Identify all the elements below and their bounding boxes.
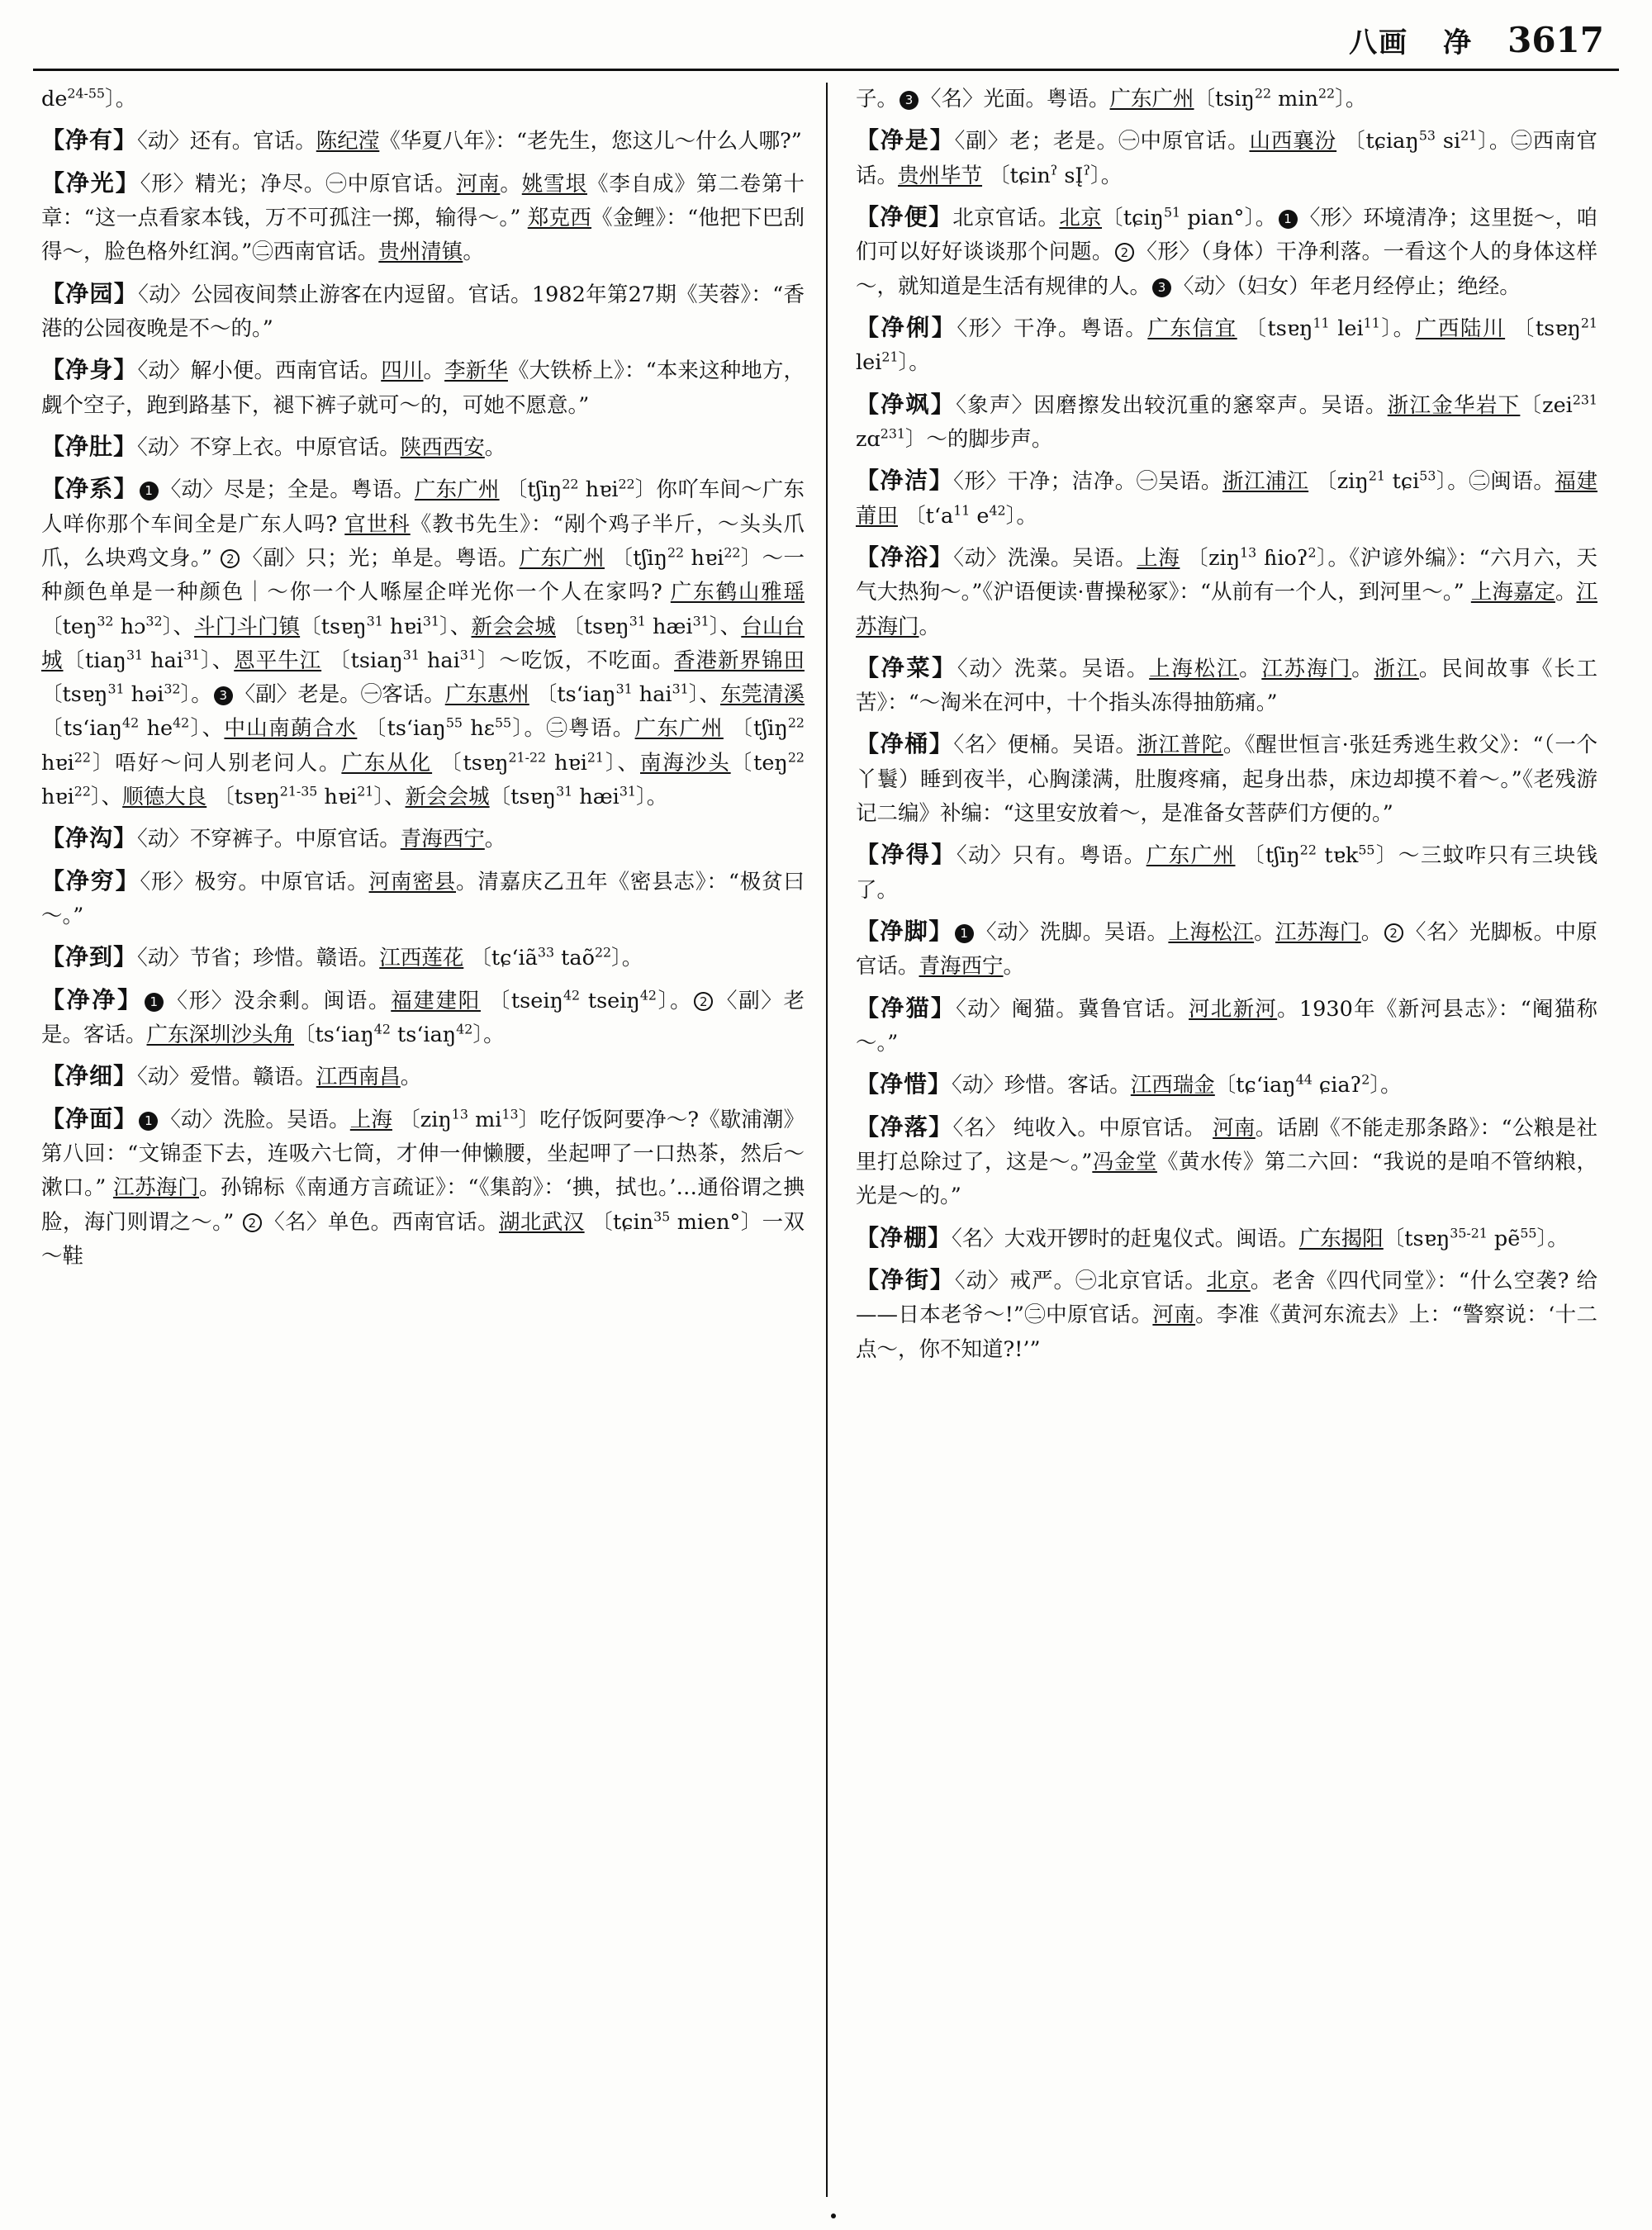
entry-headword: 【净系】 <box>41 475 138 503</box>
dictionary-entry <box>41 819 805 856</box>
entry-headword: 【净面】 <box>41 1104 138 1132</box>
carryover-text: 子。 3 〈名〉光面。粤语。广东广州〔tsiŋ$^{22}$ $\min^{22}$〕。 <box>856 85 1367 112</box>
dictionary-entry <box>41 121 805 159</box>
entry-body: 〈象声〉因磨擦发出较沉重的窸窣声。吴语。浙江金华岩下〔zei$^{231}$ zɑ$^{231}$〕～的脚步声。 <box>856 391 1597 452</box>
dictionary-entry <box>856 1261 1597 1367</box>
entry-body: 1 〈动〉尽是；全是。粤语。广东广州 〔tʃiŋ$^{22}$ hɐi$^{22}$〕你吖车间～广东人咩你那个车间全是广东人吗? 官世科《教书先生》：“剐个鸡子半斤，～头头爪爪，么块鸡文身。” 2 〈副〉只；光；单是。粤语。广东广州 〔tʃiŋ$^{22}$ hɐi$^{22}$〕～一种颜色单是一种颜色｜～你一个人喺屋企咩光你一个人在家吗? 广东鹤山雅瑶 〔teŋ$^{32}$ hɔ$^{32}$〕、斗门斗门镇〔tsɐŋ$^{31}$ hɐi$^{31}$〕、新会会城 〔tsɐŋ$^{31}$ hæi$^{31}$〕、台山台城〔tiaŋ$^{31}$ hai$^{31}$〕、恩平牛江 〔tsiaŋ$^{31}$ hai$^{31}$〕～吃饭，不吃面。香港新界锦田〔tsɐŋ$^{31}$ həi$^{32}$〕。 3 〈副〉老是。㊀客话。广东惠州 〔tsʻiaŋ$^{31}$ hai$^{31}$〕、东莞清溪〔tsʻiaŋ$^{42}$ $he^{42}$〕、中山南蓢合水 〔tsʻiaŋ$^{55}$ hɛ$^{55}$〕。㊁粤语。广东广州 〔tʃiŋ$^{22}$ hɐi$^{22}$〕唔好～问人别老问人。广东从化 〔tsɐŋ$^{21-22}$ hɐi$^{21}$〕、南海沙头〔teŋ$^{22}$ hɐi$^{22}$〕、顺德大良 〔tsɐŋ$^{21-35}$ hɐi$^{21}$〕、新会会城〔tsɐŋ$^{31}$ hæi$^{31}$〕。 <box>41 476 805 810</box>
dictionary-entry <box>856 725 1597 831</box>
entry-headword: 【净细】 <box>41 1062 138 1090</box>
dictionary-entry <box>41 428 805 465</box>
entry-headword: 【净得】 <box>856 841 957 869</box>
header-rule <box>33 69 1619 71</box>
entry-headword: 【净净】 <box>41 985 143 1013</box>
running-head-char: 净 <box>1443 26 1474 59</box>
footer-dot <box>831 2213 836 2218</box>
entry-body: 〈名〉大戏开锣时的赶鬼仪式。闽语。广东揭阳〔tsɐŋ$^{35-21}$ pẽ$^{55}$〕。 <box>952 1225 1569 1251</box>
dictionary-entry <box>856 462 1597 534</box>
dictionary-entry <box>856 539 1597 644</box>
entry-body: 〈动〉爱惜。赣语。江西南昌。 <box>137 1065 422 1090</box>
dictionary-entry <box>41 351 805 423</box>
entry-body: 〈名〉便桶。吴语。浙江普陀。《醒世恒言·张廷秀逃生救父》：“（一个丫鬟）睡到夜半，心胸漾满，肚腹疼痛，起身出恭，床边却摸不着～。”《老残游记二编》补编：“这里安放着～，是准备女菩萨们方便的。” <box>856 733 1597 827</box>
entry-body: 〈动〉不穿裤子。中原官话。青海西宁。 <box>137 827 506 852</box>
running-head <box>33 20 1619 60</box>
dictionary-entry <box>856 121 1597 193</box>
entry-headword: 【净浴】 <box>856 543 954 571</box>
entry-body: 〈形〉极穷。中原官话。河南密县。清嘉庆乙丑年《密县志》：“极贫曰～。” <box>41 869 805 929</box>
dictionary-entry <box>856 649 1597 721</box>
entry-headword: 【净街】 <box>856 1266 955 1294</box>
entry-body: 北京官话。北京〔tɕiŋ$^{51}$ pian°〕。 1 〈形〉环境清净；这里挺～，咱们可以好好谈谈那个问题。 2 〈形〉（身体）干净利落。一看这个人的身体这样～，就知道是生活有规律的人。 3 〈动〉（妇女）年老月经停止；绝经。 <box>856 204 1597 299</box>
entry-headword: 【净沟】 <box>41 824 138 852</box>
dictionary-entry <box>41 164 805 270</box>
entry-body: 〈名〉 纯收入。中原官话。 河南。话剧《不能走那条路》：“公粮是社里打总除过了，这是～。”冯金堂《黄水传》第二六回：“我说的是咱不管纳粮，光是～的。” <box>856 1115 1597 1209</box>
dictionary-entry <box>856 198 1597 304</box>
entry-headword: 【净脚】 <box>856 918 953 946</box>
entry-body: 〈动〉解小便。西南官话。四川。李新华《大铁桥上》：“本来这种地方，觑个空子，跑到路基下，褪下裤子就可～的，可她不愿意。” <box>41 358 805 418</box>
entry-headword: 【净棚】 <box>856 1223 952 1251</box>
entry-headword: 【净是】 <box>856 126 955 154</box>
entry-body: 〈形〉精光；净尽。㊀中原官话。河南。姚雪垠《李自成》第二卷第十章：“这一点看家本钱，万不可孤注一掷，输得～。” 郑克西《金鲤》：“他把下巴刮得～，脸色格外红润。”㊁西南官话。贵州清镇。 <box>41 171 805 265</box>
dictionary-entry <box>41 1100 805 1274</box>
dictionary-entry <box>856 1065 1597 1103</box>
dictionary-entry <box>41 981 805 1053</box>
entry-body: 1 〈动〉洗脚。吴语。上海松江。江苏海门。 2 〈名〉光脚板。中原官话。青海西宁。 <box>856 920 1597 980</box>
dictionary-entry <box>41 938 805 975</box>
left-column <box>33 83 826 2197</box>
entry-body: 1 〈形〉没余剩。闽语。福建建阳 〔tseiŋ$^{42}$ tseiŋ$^{42}$〕。 2 〈副〉老是。客话。广东深圳沙头角〔tsʻiaŋ$^{42}$ tsʻiaŋ$^{42}$〕。 <box>41 987 805 1048</box>
entry-body: 〈动〉戒严。㊀北京官话。北京。老舍《四代同堂》：“什么空袭? 给——日本老爷～!”㊁中原官话。河南。李准《黄河东流去》上：“警察说：‘十二点～，你不知道?!’” <box>856 1269 1597 1362</box>
dictionary-entry <box>41 470 805 814</box>
entry-body: 〈动〉还有。官话。陈纪滢《华夏八年》：“老先生，您这儿～什么人哪?” <box>137 129 802 154</box>
entry-headword: 【净便】 <box>856 202 953 230</box>
entry-headword: 【净猫】 <box>856 994 957 1022</box>
page-number: 3617 <box>1507 20 1604 60</box>
entry-headword: 【净桶】 <box>856 730 954 758</box>
running-head-section: 八画 <box>1349 26 1409 59</box>
entry-body: 〈动〉公园夜间禁止游客在内逗留。官话。1982年第27期《芙蓉》：“香港的公园夜晚是不～的。” <box>41 282 805 341</box>
entry-body: 〈形〉干净；洁净。㊀吴语。浙江浦江 〔ziŋ$^{21}$ tɕi$^{53}$〕。㊁闽语。福建莆田 〔tʻa$^{11}$ $e^{42}$〕。 <box>856 467 1597 529</box>
entry-headword: 【净光】 <box>41 168 140 197</box>
right-entry-list <box>856 121 1597 1367</box>
dictionary-entry <box>41 275 805 347</box>
entry-headword: 【净惜】 <box>856 1070 952 1098</box>
columns <box>33 83 1619 2197</box>
right-column <box>826 83 1619 2197</box>
entry-body: 〈形〉干净。粤语。广东信宜 〔tsɐŋ$^{11}$ lei$^{11}$〕。广西陆川 〔tsɐŋ$^{21}$ lei$^{21}$〕。 <box>856 315 1597 376</box>
entry-body: 〈动〉洗澡。吴语。上海 〔ziŋ$^{13}$ ɦioʔ$^2$〕。《沪谚外编》：“六月六，天气大热狗～。”《沪语便读·曹操秘冢》：“从前有一个人，到河里～。” 上海嘉定。江苏海门。 <box>856 544 1597 639</box>
entry-body: 〈动〉洗菜。吴语。上海松江。江苏海门。浙江。民间故事《长工苦》：“～淘米在河中，十个指头冻得抽筋痛。” <box>856 656 1597 716</box>
dictionary-entry <box>856 836 1597 908</box>
entry-headword: 【净飒】 <box>856 390 957 418</box>
entry-body: 〈动〉不穿上衣。中原官话。陕西西安。 <box>137 434 506 460</box>
dictionary-entry <box>856 1219 1597 1256</box>
dictionary-entry <box>856 913 1597 985</box>
entry-headword: 【净俐】 <box>856 313 957 341</box>
entry-headword: 【净菜】 <box>856 653 957 681</box>
carryover-text: $de^{24-55}$〕。 <box>41 85 137 112</box>
entry-headword: 【净有】 <box>41 126 138 154</box>
entry-body: 〈动〉珍惜。客话。江西瑞金〔tɕʻiaŋ$^{44}$ ɕiaʔ$^2$〕。 <box>952 1071 1402 1098</box>
entry-headword: 【净园】 <box>41 279 139 307</box>
entry-body: 〈副〉老；老是。㊀中原官话。山西襄汾 〔tɕiaŋ$^{53}$ $si^{21}$〕。㊁西南官话。贵州毕节 〔tɕin$^ʔ$ $sĮ^ʔ$〕。 <box>856 127 1597 188</box>
dictionary-entry <box>41 862 805 934</box>
dictionary-entry <box>856 989 1597 1061</box>
entry-headword: 【净落】 <box>856 1113 953 1141</box>
entry-body: 〈动〉阉猫。冀鲁官话。河北新河。1930年《新河县志》：“阉猫称～。” <box>856 996 1597 1056</box>
entry-headword: 【净洁】 <box>856 467 954 495</box>
entry-headword: 【净身】 <box>41 356 138 384</box>
dictionary-entry <box>41 1057 805 1094</box>
dictionary-entry <box>856 309 1597 381</box>
left-entry-list <box>41 121 805 1274</box>
dictionary-entry <box>856 386 1597 458</box>
dictionary-entry <box>856 1108 1597 1214</box>
entry-headword: 【净穷】 <box>41 866 140 894</box>
entry-headword: 【净肚】 <box>41 432 138 460</box>
entry-body: 〈动〉只有。粤语。广东广州 〔tʃiŋ$^{22}$ tɐk$^{55}$〕～三蚊咋只有三块钱了。 <box>856 842 1597 903</box>
entry-headword: 【净到】 <box>41 943 138 971</box>
entry-body: 1 〈动〉洗脸。吴语。上海 〔ziŋ$^{13}$ $mi^{13}$〕吃仔饭阿要净～?《歇浦潮》第八回：“文锦歪下去，连吸六七筒，才伸一伸懒腰，坐起呷了一口热茶，然后～漱口。” 江苏海门。孙锦标《南通方言疏证》：“《集韵》：‘捵，拭也。’…通俗谓之捵脸，海门则谓之～。” 2 〈名〉单色。西南官话。湖北武汉 〔tɕin$^{35}$ mien°〕一双～鞋 <box>41 1106 805 1269</box>
entry-body: 〈动〉节省；珍惜。赣语。江西莲花 〔tɕʻiã$^{33}$ taõ$^{22}$〕。 <box>137 944 643 971</box>
